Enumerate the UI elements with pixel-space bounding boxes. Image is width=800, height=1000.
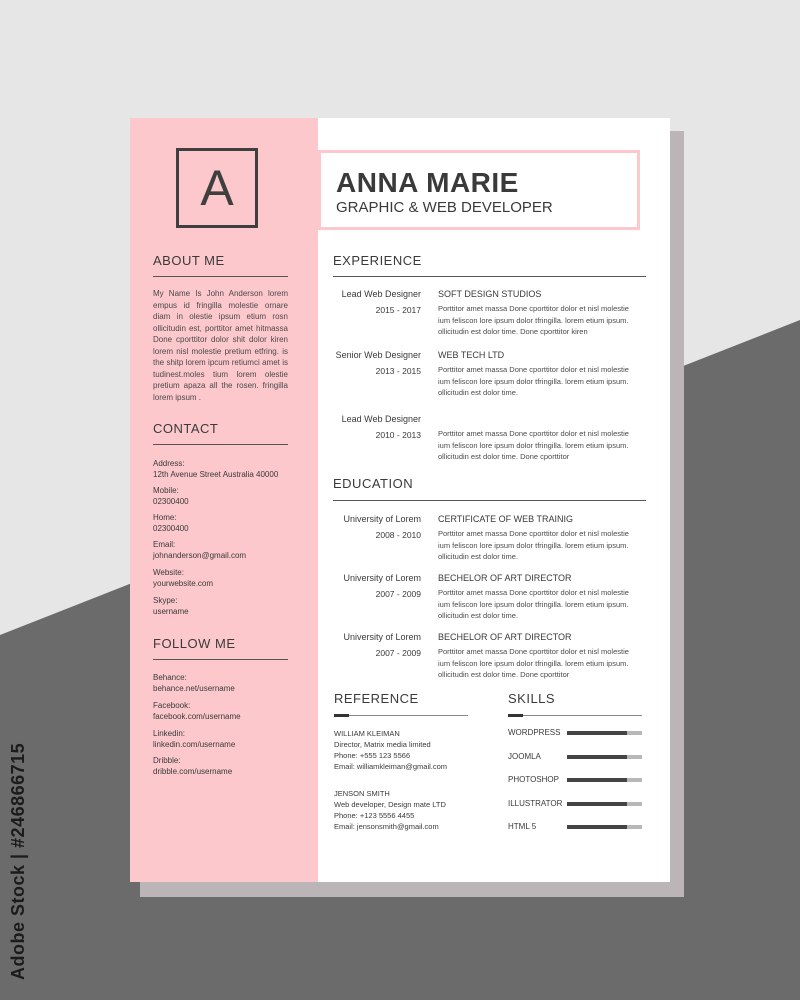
contact-mobile	[153, 485, 189, 507]
reference-name: WILLIAM KLEIMAN	[334, 729, 400, 738]
reference-position: Web developer, Design mate LTD	[334, 800, 446, 809]
reference-title: REFERENCE	[334, 691, 419, 706]
skills-title: SKILLS	[508, 691, 556, 706]
person-name: ANNA MARIE	[336, 167, 519, 198]
skill-name: JOOMLA	[508, 751, 541, 761]
experience-item	[333, 414, 643, 464]
job-company: WEB TECH LTD	[438, 350, 505, 360]
school-dates: 2007 - 2009	[375, 589, 421, 599]
skill-bar-fill	[567, 802, 627, 806]
contact-label: Address:	[153, 459, 185, 468]
degree-description: Porttitor amet massa Done cporttitor dolor et nisl molestie ium feliscon lore ipsum dolor tfringilla. lorem etium ipsum. ollicitudin est dolor time.	[438, 588, 629, 620]
job-dates: 2010 - 2013	[375, 430, 421, 440]
skill-bar	[567, 755, 642, 759]
skill-bar-fill	[567, 731, 627, 735]
skill-bar-fill	[567, 825, 627, 829]
contact-divider	[153, 444, 288, 445]
follow-divider	[153, 659, 288, 660]
about-text: My Name Is John Anderson lorem empus id fringilla molestie ornare diam in olestie ipsum etium rosn ollicitudin est, porttitor amet hitmassa Done cporttitor dolor shit dolor kiren lorem nisl molestie pretium etfring. is the shitp lorem ipcum retiumci amet is tudinest.moles tium lorem olestie pretium apaza all the rosen. fringilla lorem ipsum .	[153, 289, 288, 402]
job-description: Porttitor amet massa Done cporttitor dolor et nisl molestie ium feliscon lore ipsum dolor tfringilla. lorem etium ipsum. ollicitudin est dolor time. Done cporttitor	[438, 429, 629, 461]
contact-email	[153, 539, 246, 561]
contact-label: Skype:	[153, 596, 178, 605]
follow-linkedin	[153, 728, 235, 750]
skill-bar	[567, 825, 642, 829]
follow-title: FOLLOW ME	[153, 636, 236, 651]
reference-divider-accent	[334, 714, 349, 717]
degree-name: BECHELOR OF ART DIRECTOR	[438, 632, 572, 642]
reference-name: JENSON SMITH	[334, 789, 390, 798]
follow-label: Behance:	[153, 673, 187, 682]
avatar	[176, 148, 258, 228]
avatar-initial: A	[200, 160, 234, 216]
education-item	[333, 573, 643, 623]
job-dates: 2015 - 2017	[375, 305, 421, 315]
education-item	[333, 514, 643, 564]
contact-value: 12th Avenue Street Australia 40000	[153, 470, 279, 479]
school-name: University of Lorem	[343, 632, 421, 642]
job-role: Senior Web Designer	[335, 350, 421, 360]
contact-label: Email:	[153, 540, 176, 549]
skill-bar	[567, 778, 642, 782]
reference-item	[334, 728, 447, 772]
contact-label: Mobile:	[153, 486, 179, 495]
contact-value: 02300400	[153, 497, 189, 506]
contact-value: username	[153, 607, 189, 616]
skill-bar-fill	[567, 778, 627, 782]
follow-link[interactable]: dribble.com/username	[153, 767, 233, 776]
contact-title: CONTACT	[153, 421, 219, 436]
experience-title: EXPERIENCE	[333, 253, 422, 268]
skill-bar	[567, 731, 642, 735]
job-description: Porttitor amet massa Done cporttitor dolor et nisl molestie ium feliscon lore ipsum dolor tfringilla. lorem etium ipsum. ollicitudin est dolor time.	[438, 365, 629, 397]
follow-facebook	[153, 700, 241, 722]
stock-watermark: Adobe Stock | #246866715	[8, 742, 28, 980]
follow-link[interactable]: behance.net/username	[153, 684, 235, 693]
name-header-box	[318, 150, 640, 230]
reference-email: Email: williamkleiman@gmail.com	[334, 762, 448, 771]
left-column	[130, 118, 318, 882]
follow-label: Dribble:	[153, 756, 181, 765]
skills-divider-accent	[508, 714, 523, 717]
experience-divider	[333, 276, 646, 277]
skill-bar	[567, 802, 642, 806]
skill-name: HTML 5	[508, 822, 537, 831]
school-dates: 2007 - 2009	[375, 648, 421, 658]
school-name: University of Lorem	[343, 514, 421, 524]
contact-label: Website:	[153, 568, 184, 577]
school-dates: 2008 - 2010	[375, 530, 421, 540]
job-role: Lead Web Designer	[341, 289, 421, 299]
experience-item	[333, 350, 643, 400]
about-divider	[153, 276, 288, 277]
education-item	[333, 632, 643, 682]
reference-phone: Phone: +123 5556 4455	[334, 811, 415, 820]
degree-description: Porttitor amet massa Done cporttitor dolor et nisl molestie ium feliscon lore ipsum dolor tfringilla. lorem etium ipsum. ollicitudin est dolor time. Done cporttitor	[438, 647, 629, 679]
education-divider	[333, 500, 646, 501]
reference-phone: Phone: +555 123 5566	[334, 751, 411, 760]
contact-home	[153, 512, 189, 534]
job-role: Lead Web Designer	[341, 414, 421, 424]
reference-email: Email: jensonsmith@gmail.com	[334, 822, 439, 831]
skill-name: WORDPRESS	[508, 728, 561, 737]
degree-description: Porttitor amet massa Done cporttitor dolor et nisl molestie ium feliscon lore ipsum dolor tfringilla. lorem etium ipsum. ollicitudin est dolor time.	[438, 529, 629, 561]
reference-position: Director, Matrix media limited	[334, 740, 431, 749]
education-title: EDUCATION	[333, 476, 414, 491]
follow-link[interactable]: linkedin.com/username	[153, 740, 236, 749]
school-name: University of Lorem	[343, 573, 421, 583]
contact-label: Home:	[153, 513, 177, 522]
contact-value: 02300400	[153, 524, 189, 533]
skill-name: PHOTOSHOP	[508, 775, 559, 784]
follow-dribble	[153, 755, 232, 777]
skill-bar-fill	[567, 755, 627, 759]
reference-divider	[334, 715, 468, 716]
contact-value[interactable]: yourwebsite.com	[153, 579, 214, 588]
contact-value[interactable]: johnanderson@gmail.com	[153, 551, 247, 560]
resume-sheet	[130, 118, 670, 882]
job-description: Porttitor amet massa Done cporttitor dolor et nisl molestie ium feliscon lore ipsum dolor tfringilla. lorem etium ipsum. ollicitudin est dolor time. Done cporttitor kiren	[438, 304, 629, 336]
job-dates: 2013 - 2015	[375, 366, 421, 376]
job-company: SOFT DESIGN STUDIOS	[438, 289, 542, 299]
follow-behance	[153, 672, 235, 694]
reference-item	[334, 788, 446, 832]
degree-name: CERTIFICATE OF WEB TRAINIG	[438, 514, 574, 524]
follow-label: Linkedin:	[153, 729, 186, 738]
person-title: GRAPHIC & WEB DEVELOPER	[336, 199, 553, 216]
skills-divider	[508, 715, 642, 716]
contact-address	[153, 458, 278, 480]
follow-label: Facebook:	[153, 701, 191, 710]
experience-item	[333, 289, 643, 339]
degree-name: BECHELOR OF ART DIRECTOR	[438, 573, 572, 583]
about-title: ABOUT ME	[153, 253, 225, 268]
skill-name: ILLUSTRATOR	[508, 798, 563, 808]
follow-link[interactable]: facebook.com/username	[153, 712, 241, 721]
contact-skype	[153, 595, 189, 617]
contact-website	[153, 567, 213, 589]
